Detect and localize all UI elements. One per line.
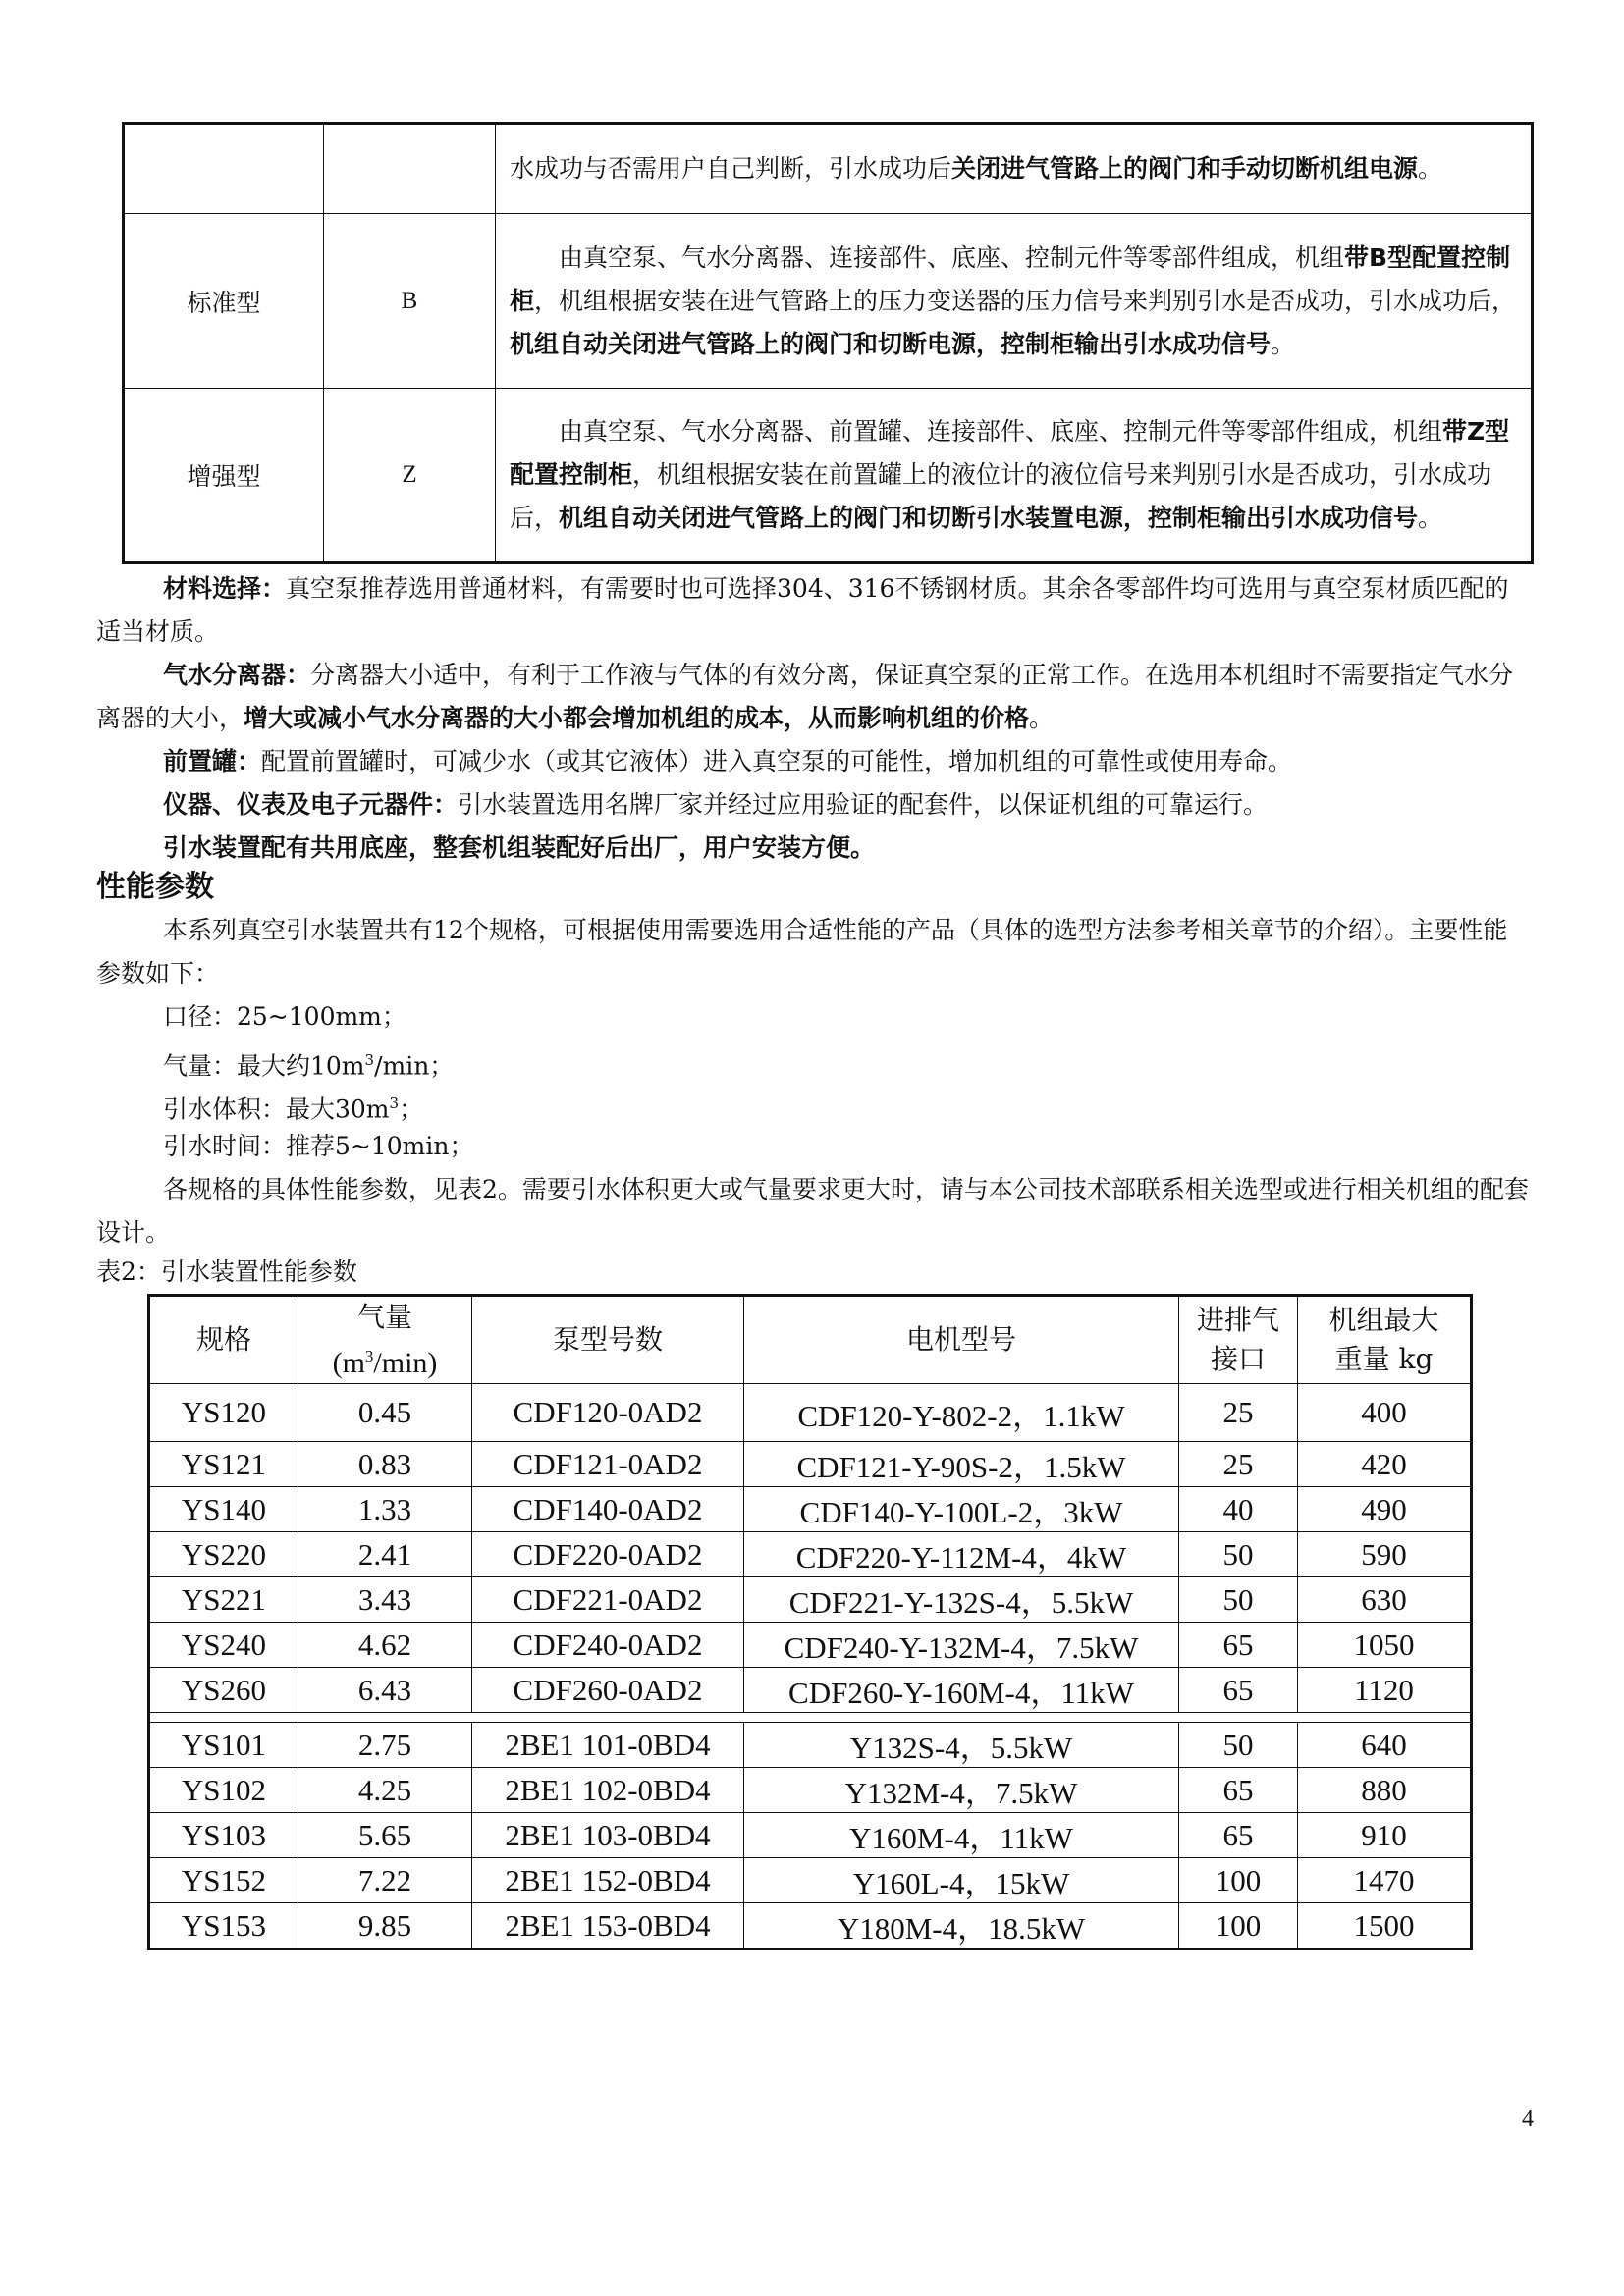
cell-port: 40 [1179, 1487, 1298, 1532]
cell-weight: 1050 [1298, 1623, 1472, 1668]
cell-flow: 4.62 [298, 1623, 472, 1668]
cell-flow: 3.43 [298, 1577, 472, 1623]
description-bold: 关闭进气管路上的阀门和手动切断机组电源 [951, 154, 1419, 183]
variants-table [122, 122, 1534, 564]
cell-weight: 910 [1298, 1813, 1472, 1858]
cell-motor: Y132S-4，5.5kW [744, 1723, 1179, 1768]
header-pump: 泵型号数 [472, 1296, 744, 1384]
spec-item: 口径：25~100mm； [163, 1002, 406, 1031]
cell-weight: 880 [1298, 1768, 1472, 1813]
cell-port: 65 [1179, 1768, 1298, 1813]
instruments-text: 引水装置选用名牌厂家并经过应用验证的配套件，以保证机组的可靠运行。 [458, 790, 1269, 819]
cell-model: YS101 [149, 1723, 298, 1768]
table-separator-row [149, 1713, 1472, 1723]
spec-item-text: ； [399, 1095, 424, 1124]
description-bold: 带B型配置控制柜 [510, 242, 1511, 315]
cell-pump: CDF260-0AD2 [472, 1668, 744, 1713]
cell-model: YS121 [149, 1442, 298, 1487]
description-text: 由真空泵、气水分离器、前置罐、连接部件、底座、控制元件等零部件组成，机组 [559, 417, 1443, 446]
cell-port: 50 [1179, 1532, 1298, 1577]
variant-name: 增强型 [124, 389, 324, 563]
table-row [149, 1723, 1472, 1768]
cell-motor: CDF240-Y-132M-4，7.5kW [744, 1623, 1179, 1668]
cell-motor: CDF220-Y-112M-4，4kW [744, 1532, 1179, 1577]
description-bold: 机组自动关闭进气管路上的阀门和切断引水装置电源，控制柜输出引水成功信号 [559, 504, 1419, 532]
variant-description [496, 389, 1533, 563]
base-note-text: 引水装置配有共用底座，整套机组装配好后出厂，用户安装方便。 [163, 833, 876, 862]
cell-weight: 590 [1298, 1532, 1472, 1577]
table-row [124, 214, 1533, 389]
table-header-row [149, 1296, 1472, 1384]
cell-pump: CDF121-0AD2 [472, 1442, 744, 1487]
variant-code: B [324, 214, 496, 389]
performance-table-body [149, 1384, 1472, 1949]
pre-tank-paragraph [96, 740, 1532, 783]
cell-model: YS102 [149, 1768, 298, 1813]
cell-weight: 420 [1298, 1442, 1472, 1487]
spec-item-text: 气量：最大约10m [163, 1051, 365, 1081]
cell-model: YS221 [149, 1577, 298, 1623]
cell-motor: CDF120-Y-802-2，1.1kW [744, 1384, 1179, 1442]
cell-flow: 6.43 [298, 1668, 472, 1713]
spec-item: 引水时间：推荐5~10min； [163, 1132, 474, 1160]
cell-flow: 2.75 [298, 1723, 472, 1768]
table-caption: 表2：引水装置性能参数 [96, 1257, 357, 1286]
table-row [149, 1903, 1472, 1949]
description-text: ，机组根据安装在进气管路上的压力变送器的压力信号来判别引水是否成功，引水成功后， [534, 286, 1517, 315]
cell-motor: Y160M-4，11kW [744, 1813, 1179, 1858]
cell-motor: CDF140-Y-100L-2，3kW [744, 1487, 1179, 1532]
cell-pump: 2BE1 103-0BD4 [472, 1813, 744, 1858]
cell-pump: CDF240-0AD2 [472, 1623, 744, 1668]
cell-weight: 640 [1298, 1723, 1472, 1768]
header-motor: 电机型号 [744, 1296, 1179, 1384]
instruments-label: 仪器、仪表及电子元器件： [163, 790, 459, 819]
separator-text: 分离器大小适中，有利于工作液与气体的有效分离，保证真空泵的正常工作。在选用本机组时不需要指定气水分离器的大小， [96, 661, 1514, 732]
cell-pump: CDF221-0AD2 [472, 1577, 744, 1623]
base-note-paragraph [96, 827, 1532, 870]
cell-weight: 490 [1298, 1487, 1472, 1532]
description-bold: 机组自动关闭进气管路上的阀门和切断电源，控制柜输出引水成功信号 [510, 329, 1272, 358]
header-port-label: 接口 [1210, 1343, 1266, 1375]
materials-paragraph [96, 567, 1532, 654]
table-row [149, 1532, 1472, 1577]
cell-flow: 4.25 [298, 1768, 472, 1813]
cell-pump: 2BE1 102-0BD4 [472, 1768, 744, 1813]
section-heading: 性能参数 [96, 870, 214, 904]
table-row [149, 1813, 1472, 1858]
cell-port: 25 [1179, 1442, 1298, 1487]
cell-pump: CDF220-0AD2 [472, 1532, 744, 1577]
table-row [149, 1577, 1472, 1623]
cell-motor: Y132M-4，7.5kW [744, 1768, 1179, 1813]
description-text: ，机组根据安装在前置罐上的液位计的液位信号来判别引水是否成功，引水成功后， [510, 460, 1492, 532]
cell-weight: 1470 [1298, 1858, 1472, 1903]
cell-weight: 1500 [1298, 1903, 1472, 1949]
cell-model: YS120 [149, 1384, 298, 1442]
cell-motor: Y160L-4，15kW [744, 1858, 1179, 1903]
cell-flow: 9.85 [298, 1903, 472, 1949]
separator-bold-text: 增大或减小气水分离器的大小都会增加机组的成本，从而影响机组的价格 [244, 704, 1030, 732]
cell-pump: 2BE1 152-0BD4 [472, 1858, 744, 1903]
header-model: 规格 [149, 1296, 298, 1384]
pre-tank-text: 配置前置罐时，可减少水（或其它液体）进入真空泵的可能性，增加机组的可靠性或使用寿命。 [261, 747, 1293, 775]
cell-pump: CDF140-0AD2 [472, 1487, 744, 1532]
cell-flow: 0.45 [298, 1384, 472, 1442]
cell-flow: 2.41 [298, 1532, 472, 1577]
separator-cell [149, 1713, 1472, 1723]
performance-intro: 本系列真空引水装置共有12个规格，可根据使用需要选用合适性能的产品（具体的选型方法参考相关章节的介绍）。主要性能参数如下： [96, 916, 1508, 988]
cell-flow: 5.65 [298, 1813, 472, 1858]
cell-weight: 1120 [1298, 1668, 1472, 1713]
table-row [149, 1442, 1472, 1487]
cell-model: YS240 [149, 1623, 298, 1668]
performance-table [147, 1294, 1473, 1950]
cell-motor: Y180M-4，18.5kW [744, 1903, 1179, 1949]
materials-text: 真空泵推荐选用普通材料，有需要时也可选择304、316不锈钢材质。其余各零部件均可选用与真空泵材质匹配的适当材质。 [96, 574, 1509, 646]
variant-code: Z [324, 389, 496, 563]
cell-motor: CDF121-Y-90S-2，1.5kW [744, 1442, 1179, 1487]
cell-port: 100 [1179, 1903, 1298, 1949]
cell-port: 25 [1179, 1384, 1298, 1442]
unit-part: (m [332, 1346, 365, 1379]
cell-weight: 630 [1298, 1577, 1472, 1623]
cell-port: 50 [1179, 1723, 1298, 1768]
variant-name: 标准型 [124, 214, 324, 389]
spec-item-sup: 3 [364, 1051, 375, 1069]
separator-text-end: 。 [1029, 704, 1055, 732]
cell-port: 65 [1179, 1813, 1298, 1858]
table-row [149, 1668, 1472, 1713]
pre-tank-label: 前置罐： [163, 747, 262, 775]
table-row [124, 389, 1533, 563]
cell-port: 65 [1179, 1623, 1298, 1668]
header-weight [1298, 1296, 1472, 1384]
variant-description [496, 214, 1533, 389]
description-text: 。 [1418, 504, 1443, 532]
table-row [149, 1623, 1472, 1668]
header-flow-label: 气量 [356, 1300, 412, 1333]
spec-item-text: /min； [374, 1051, 455, 1081]
cell-model: YS140 [149, 1487, 298, 1532]
description-text: 水成功与否需用户自己判断，引水成功后 [510, 154, 952, 183]
spec-item [96, 1039, 1598, 1088]
variant-description [496, 124, 1533, 214]
cell-model: YS260 [149, 1668, 298, 1713]
cell-flow: 1.33 [298, 1487, 472, 1532]
header-weight-label: 重量 kg [1334, 1343, 1434, 1375]
cell-motor: CDF260-Y-160M-4，11kW [744, 1668, 1179, 1713]
cell-motor: CDF221-Y-132S-4，5.5kW [744, 1577, 1179, 1623]
cell-port: 100 [1179, 1858, 1298, 1903]
variant-name [124, 124, 324, 214]
spec-item [96, 1082, 1598, 1131]
cell-flow: 0.83 [298, 1442, 472, 1487]
performance-note: 各规格的具体性能参数，见表2。需要引水体积更大或气量要求更大时，请与本公司技术部联系相关选型或进行相关机组的配套设计。 [96, 1175, 1529, 1247]
header-port-label: 进排气 [1196, 1304, 1279, 1336]
materials-label: 材料选择： [163, 574, 287, 603]
header-port [1179, 1296, 1298, 1384]
instruments-paragraph [96, 783, 1532, 827]
header-weight-label: 机组最大 [1328, 1304, 1439, 1336]
description-text: 。 [1271, 329, 1296, 358]
cell-pump: 2BE1 101-0BD4 [472, 1723, 744, 1768]
page-number: 4 [1522, 2107, 1534, 2132]
spec-item-text: 引水体积：最大30m [163, 1095, 390, 1124]
header-flow-unit [333, 1347, 438, 1379]
cell-pump: CDF120-0AD2 [472, 1384, 744, 1442]
unit-sup: 3 [364, 1346, 374, 1365]
separator-paragraph [96, 654, 1532, 740]
description-text: 由真空泵、气水分离器、连接部件、底座、控制元件等零部件组成，机组 [559, 242, 1345, 272]
cell-pump: 2BE1 153-0BD4 [472, 1903, 744, 1949]
unit-part: /min) [373, 1346, 438, 1379]
description-bold: 带Z型配置控制柜 [510, 417, 1510, 489]
cell-flow: 7.22 [298, 1858, 472, 1903]
cell-model: YS220 [149, 1532, 298, 1577]
table-row [149, 1768, 1472, 1813]
cell-port: 65 [1179, 1668, 1298, 1713]
separator-label: 气水分离器： [163, 661, 311, 689]
cell-model: YS152 [149, 1858, 298, 1903]
cell-model: YS103 [149, 1813, 298, 1858]
table-row [149, 1858, 1472, 1903]
table-row [124, 124, 1533, 214]
cell-weight: 400 [1298, 1384, 1472, 1442]
cell-model: YS153 [149, 1903, 298, 1949]
description-text: 。 [1418, 154, 1443, 183]
variant-code [324, 124, 496, 214]
header-flow [298, 1296, 472, 1384]
table-row [149, 1487, 1472, 1532]
cell-port: 50 [1179, 1577, 1298, 1623]
table-row [149, 1384, 1472, 1442]
spec-item-sup: 3 [389, 1095, 400, 1112]
